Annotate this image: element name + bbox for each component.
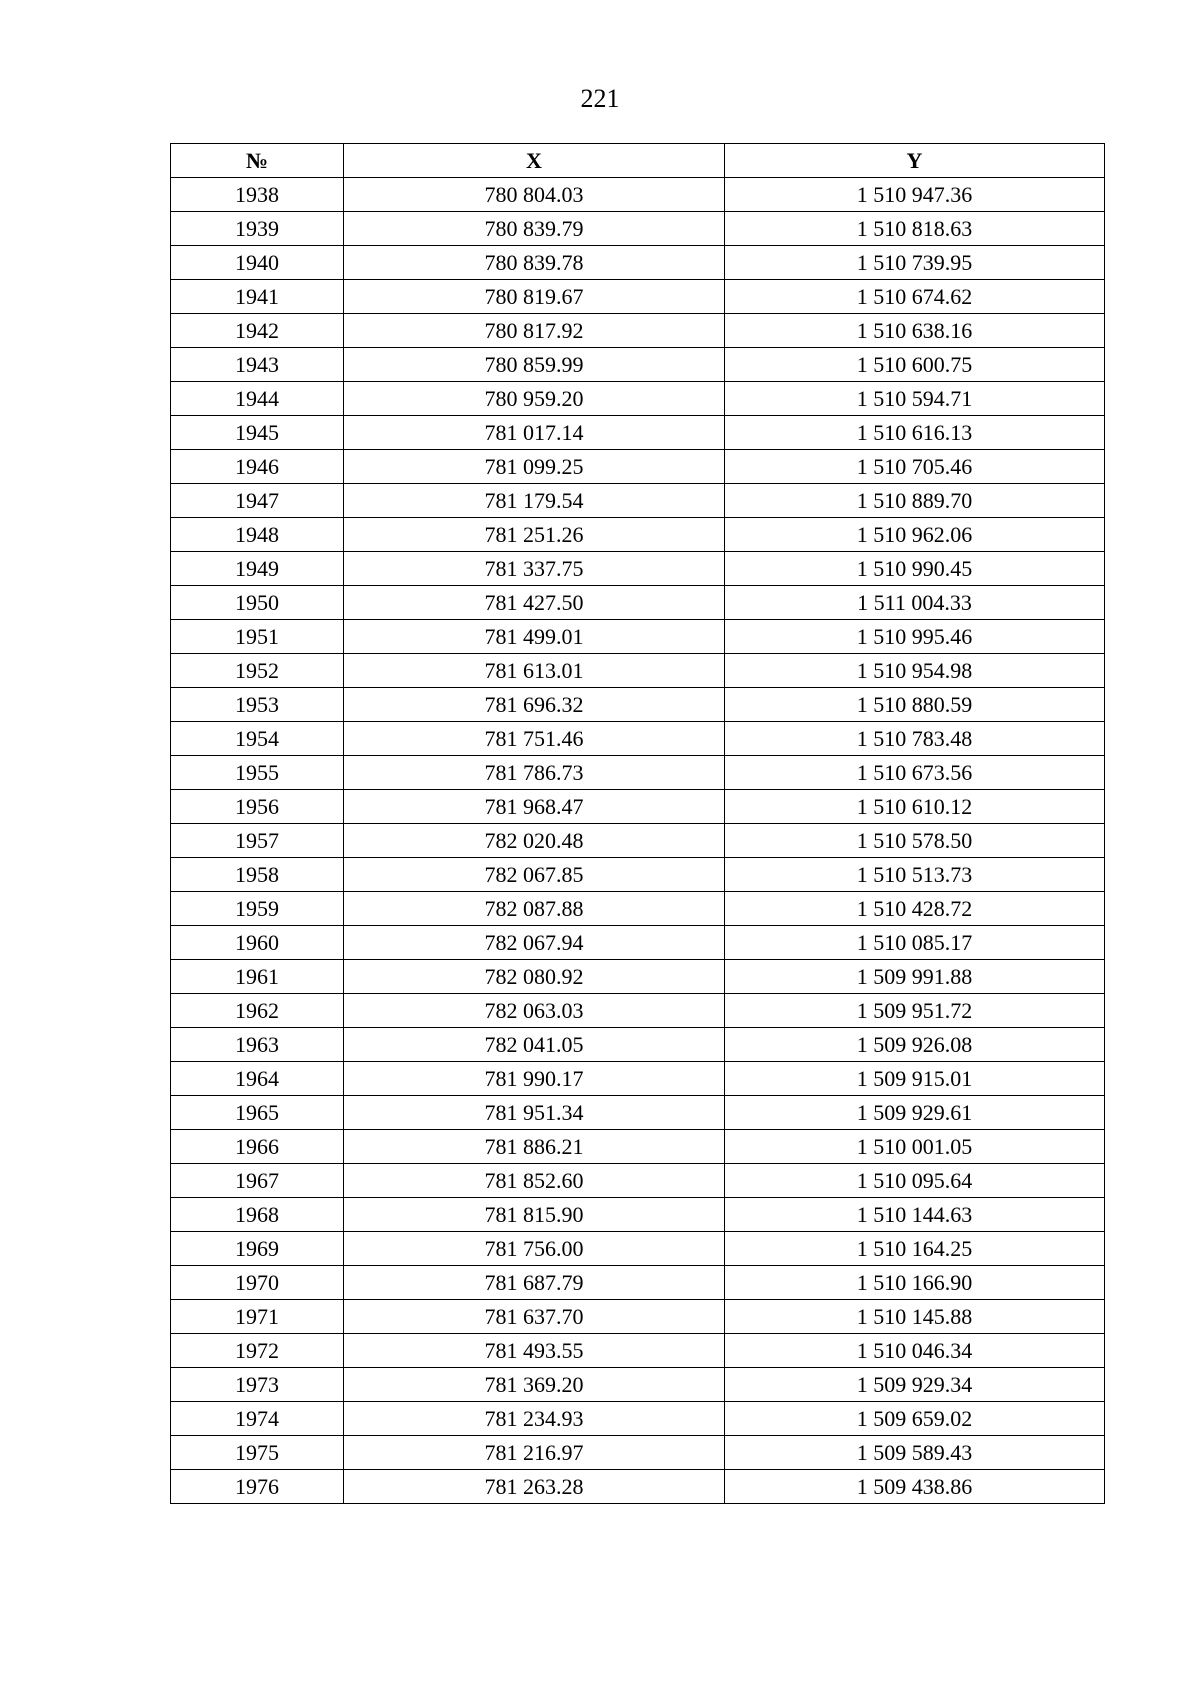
header-x: X bbox=[344, 144, 725, 178]
cell-number: 1955 bbox=[171, 756, 344, 790]
cell-number: 1957 bbox=[171, 824, 344, 858]
cell-number: 1962 bbox=[171, 994, 344, 1028]
cell-number: 1946 bbox=[171, 450, 344, 484]
cell-y: 1 510 739.95 bbox=[725, 246, 1105, 280]
table-row bbox=[171, 1130, 1105, 1164]
cell-y: 1 509 929.61 bbox=[725, 1096, 1105, 1130]
cell-y: 1 510 578.50 bbox=[725, 824, 1105, 858]
cell-y: 1 509 589.43 bbox=[725, 1436, 1105, 1470]
table-row bbox=[171, 1096, 1105, 1130]
cell-number: 1967 bbox=[171, 1164, 344, 1198]
cell-x: 781 968.47 bbox=[344, 790, 725, 824]
cell-x: 781 499.01 bbox=[344, 620, 725, 654]
cell-number: 1963 bbox=[171, 1028, 344, 1062]
cell-number: 1972 bbox=[171, 1334, 344, 1368]
cell-y: 1 509 951.72 bbox=[725, 994, 1105, 1028]
cell-y: 1 510 594.71 bbox=[725, 382, 1105, 416]
cell-number: 1951 bbox=[171, 620, 344, 654]
table-row bbox=[171, 1470, 1105, 1504]
cell-x: 781 427.50 bbox=[344, 586, 725, 620]
table-row bbox=[171, 756, 1105, 790]
cell-y: 1 510 705.46 bbox=[725, 450, 1105, 484]
cell-x: 782 041.05 bbox=[344, 1028, 725, 1062]
cell-number: 1968 bbox=[171, 1198, 344, 1232]
cell-x: 781 493.55 bbox=[344, 1334, 725, 1368]
cell-x: 782 020.48 bbox=[344, 824, 725, 858]
cell-x: 782 087.88 bbox=[344, 892, 725, 926]
table-row bbox=[171, 1266, 1105, 1300]
cell-y: 1 509 929.34 bbox=[725, 1368, 1105, 1402]
cell-y: 1 510 145.88 bbox=[725, 1300, 1105, 1334]
table-row bbox=[171, 1368, 1105, 1402]
cell-x: 781 099.25 bbox=[344, 450, 725, 484]
cell-x: 781 990.17 bbox=[344, 1062, 725, 1096]
cell-number: 1952 bbox=[171, 654, 344, 688]
cell-number: 1965 bbox=[171, 1096, 344, 1130]
cell-number: 1973 bbox=[171, 1368, 344, 1402]
cell-x: 781 179.54 bbox=[344, 484, 725, 518]
table-body bbox=[171, 178, 1105, 1504]
cell-y: 1 509 659.02 bbox=[725, 1402, 1105, 1436]
table-row bbox=[171, 450, 1105, 484]
cell-x: 781 951.34 bbox=[344, 1096, 725, 1130]
cell-x: 781 337.75 bbox=[344, 552, 725, 586]
cell-number: 1975 bbox=[171, 1436, 344, 1470]
cell-y: 1 510 962.06 bbox=[725, 518, 1105, 552]
cell-x: 782 067.85 bbox=[344, 858, 725, 892]
cell-y: 1 510 638.16 bbox=[725, 314, 1105, 348]
table-row bbox=[171, 688, 1105, 722]
cell-x: 781 886.21 bbox=[344, 1130, 725, 1164]
cell-y: 1 510 947.36 bbox=[725, 178, 1105, 212]
cell-number: 1938 bbox=[171, 178, 344, 212]
cell-number: 1940 bbox=[171, 246, 344, 280]
table-row bbox=[171, 1300, 1105, 1334]
cell-y: 1 510 995.46 bbox=[725, 620, 1105, 654]
cell-y: 1 510 144.63 bbox=[725, 1198, 1105, 1232]
table-row bbox=[171, 518, 1105, 552]
table-row bbox=[171, 994, 1105, 1028]
cell-number: 1942 bbox=[171, 314, 344, 348]
cell-number: 1949 bbox=[171, 552, 344, 586]
cell-number: 1954 bbox=[171, 722, 344, 756]
cell-number: 1948 bbox=[171, 518, 344, 552]
page-number: 221 bbox=[580, 84, 620, 113]
cell-x: 782 067.94 bbox=[344, 926, 725, 960]
cell-y: 1 511 004.33 bbox=[725, 586, 1105, 620]
cell-y: 1 509 926.08 bbox=[725, 1028, 1105, 1062]
cell-x: 781 637.70 bbox=[344, 1300, 725, 1334]
table-row bbox=[171, 824, 1105, 858]
cell-number: 1950 bbox=[171, 586, 344, 620]
cell-number: 1939 bbox=[171, 212, 344, 246]
table-row bbox=[171, 552, 1105, 586]
cell-x: 781 696.32 bbox=[344, 688, 725, 722]
coordinates-table bbox=[170, 143, 1105, 1504]
cell-number: 1947 bbox=[171, 484, 344, 518]
cell-x: 781 613.01 bbox=[344, 654, 725, 688]
cell-x: 780 839.78 bbox=[344, 246, 725, 280]
cell-number: 1960 bbox=[171, 926, 344, 960]
cell-x: 781 263.28 bbox=[344, 1470, 725, 1504]
cell-x: 781 815.90 bbox=[344, 1198, 725, 1232]
table-row bbox=[171, 926, 1105, 960]
table-header-row bbox=[171, 144, 1105, 178]
cell-y: 1 510 610.12 bbox=[725, 790, 1105, 824]
cell-x: 781 687.79 bbox=[344, 1266, 725, 1300]
table-row bbox=[171, 620, 1105, 654]
cell-x: 780 859.99 bbox=[344, 348, 725, 382]
table-row bbox=[171, 348, 1105, 382]
cell-y: 1 510 095.64 bbox=[725, 1164, 1105, 1198]
table-row bbox=[171, 1028, 1105, 1062]
cell-number: 1961 bbox=[171, 960, 344, 994]
cell-number: 1944 bbox=[171, 382, 344, 416]
cell-number: 1959 bbox=[171, 892, 344, 926]
cell-y: 1 509 438.86 bbox=[725, 1470, 1105, 1504]
cell-number: 1969 bbox=[171, 1232, 344, 1266]
cell-y: 1 510 990.45 bbox=[725, 552, 1105, 586]
table-row bbox=[171, 722, 1105, 756]
table-row bbox=[171, 1164, 1105, 1198]
cell-x: 780 819.67 bbox=[344, 280, 725, 314]
table-row bbox=[171, 178, 1105, 212]
cell-y: 1 510 046.34 bbox=[725, 1334, 1105, 1368]
cell-number: 1964 bbox=[171, 1062, 344, 1096]
cell-number: 1970 bbox=[171, 1266, 344, 1300]
cell-number: 1971 bbox=[171, 1300, 344, 1334]
cell-x: 781 369.20 bbox=[344, 1368, 725, 1402]
cell-x: 781 786.73 bbox=[344, 756, 725, 790]
table-row bbox=[171, 280, 1105, 314]
cell-x: 782 080.92 bbox=[344, 960, 725, 994]
cell-y: 1 510 164.25 bbox=[725, 1232, 1105, 1266]
table-row bbox=[171, 1198, 1105, 1232]
cell-y: 1 510 001.05 bbox=[725, 1130, 1105, 1164]
table-row bbox=[171, 858, 1105, 892]
table-row bbox=[171, 382, 1105, 416]
cell-x: 781 234.93 bbox=[344, 1402, 725, 1436]
table-row bbox=[171, 654, 1105, 688]
header-y: Y bbox=[725, 144, 1105, 178]
table-row bbox=[171, 1232, 1105, 1266]
cell-number: 1976 bbox=[171, 1470, 344, 1504]
cell-x: 781 216.97 bbox=[344, 1436, 725, 1470]
cell-y: 1 510 166.90 bbox=[725, 1266, 1105, 1300]
cell-y: 1 509 991.88 bbox=[725, 960, 1105, 994]
table-row bbox=[171, 1436, 1105, 1470]
table-row bbox=[171, 416, 1105, 450]
cell-number: 1943 bbox=[171, 348, 344, 382]
cell-x: 781 852.60 bbox=[344, 1164, 725, 1198]
cell-y: 1 510 085.17 bbox=[725, 926, 1105, 960]
cell-y: 1 510 600.75 bbox=[725, 348, 1105, 382]
table-row bbox=[171, 892, 1105, 926]
cell-x: 780 804.03 bbox=[344, 178, 725, 212]
table-row bbox=[171, 790, 1105, 824]
table-row bbox=[171, 1402, 1105, 1436]
cell-y: 1 510 616.13 bbox=[725, 416, 1105, 450]
cell-x: 780 817.92 bbox=[344, 314, 725, 348]
cell-x: 780 839.79 bbox=[344, 212, 725, 246]
table-row bbox=[171, 1062, 1105, 1096]
cell-y: 1 510 428.72 bbox=[725, 892, 1105, 926]
table-row bbox=[171, 586, 1105, 620]
cell-number: 1974 bbox=[171, 1402, 344, 1436]
table-row bbox=[171, 314, 1105, 348]
cell-y: 1 510 954.98 bbox=[725, 654, 1105, 688]
cell-number: 1958 bbox=[171, 858, 344, 892]
cell-y: 1 510 880.59 bbox=[725, 688, 1105, 722]
table-row bbox=[171, 484, 1105, 518]
cell-x: 781 756.00 bbox=[344, 1232, 725, 1266]
table-row bbox=[171, 1334, 1105, 1368]
cell-x: 780 959.20 bbox=[344, 382, 725, 416]
cell-y: 1 510 673.56 bbox=[725, 756, 1105, 790]
cell-number: 1941 bbox=[171, 280, 344, 314]
table-row bbox=[171, 212, 1105, 246]
header-number: № bbox=[171, 144, 344, 178]
cell-x: 781 751.46 bbox=[344, 722, 725, 756]
cell-y: 1 509 915.01 bbox=[725, 1062, 1105, 1096]
cell-y: 1 510 818.63 bbox=[725, 212, 1105, 246]
cell-y: 1 510 783.48 bbox=[725, 722, 1105, 756]
cell-y: 1 510 513.73 bbox=[725, 858, 1105, 892]
cell-x: 781 251.26 bbox=[344, 518, 725, 552]
cell-number: 1956 bbox=[171, 790, 344, 824]
cell-y: 1 510 674.62 bbox=[725, 280, 1105, 314]
cell-number: 1953 bbox=[171, 688, 344, 722]
table-row bbox=[171, 960, 1105, 994]
cell-y: 1 510 889.70 bbox=[725, 484, 1105, 518]
cell-x: 781 017.14 bbox=[344, 416, 725, 450]
table-row bbox=[171, 246, 1105, 280]
cell-number: 1966 bbox=[171, 1130, 344, 1164]
cell-x: 782 063.03 bbox=[344, 994, 725, 1028]
cell-number: 1945 bbox=[171, 416, 344, 450]
